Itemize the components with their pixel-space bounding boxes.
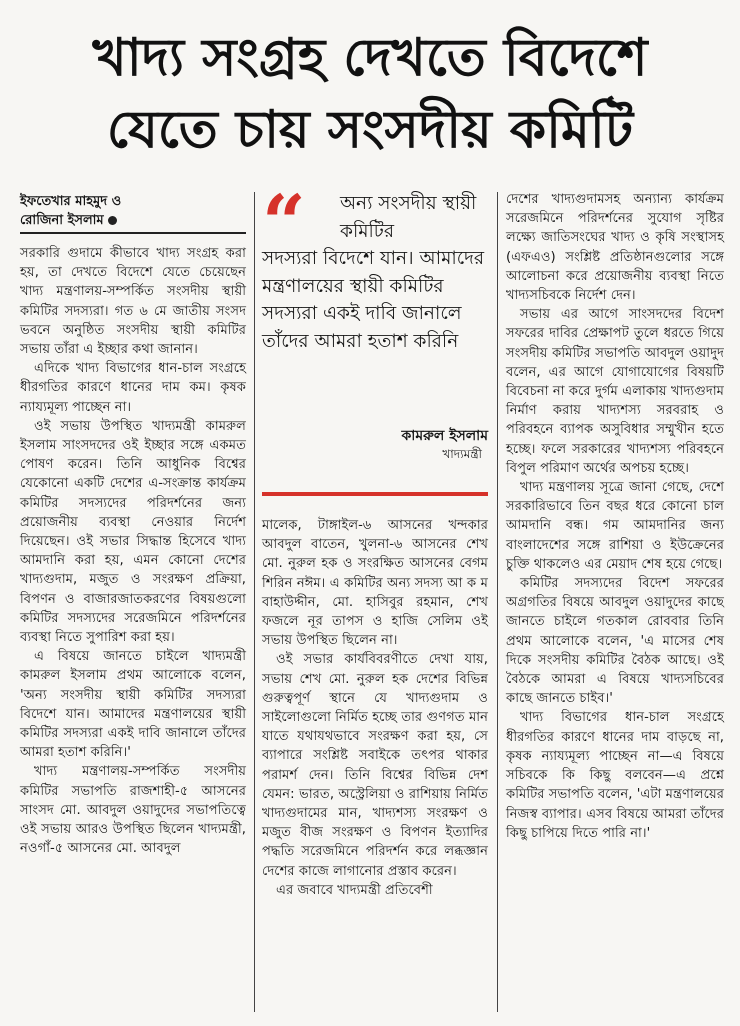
paragraph: কমিটির সদস্যদের বিদেশ সফরের অগ্রগতির বিষয়ে আবদুল ওয়াদুদের কাছে জানতে চাইলে গতকাল রোববার তিনি প্রথম আলোকে বলেন, 'এ মাসের শেষ দিকে সংসদীয় কমিটির বৈঠক আছে। ওই বৈঠকে আমরা এ বিষয়ে খাদ্যসচিবের কাছে জানতে চাইব।' (506, 576, 724, 707)
byline (20, 192, 246, 230)
paragraph: দেশের খাদ্যগুদামসহ অন্যান্য কার্যক্রম সরেজমিনে পরিদর্শনের সুযোগ সৃষ্টির লক্ষ্যে জাতিসংঘের খাদ্য ও কৃষি সংস্থাসহ (এফএও) সংশ্লিষ্ট প্রতিষ্ঠানগুলোর সঙ্গে আলোচনা করে প্রয়োজনীয় ব্যবস্থা নিতে খাদ্যসচিবকে নির্দেশ দেন। (506, 192, 724, 304)
article-column-2 (262, 516, 488, 900)
byline-author-2: রোজিনা ইসলাম (20, 213, 104, 228)
paragraph: খাদ্য মন্ত্রণালয়-সম্পর্কিত সংসদীয় কমিটির সভাপতি রাজশাহী-৫ আসনের সাংসদ মো. আবদুল ওয়াদুদের সভাপতিত্বে ওই সভায় আরও উপস্থিত ছিলেন খাদ্যমন্ত্রী, নওগাঁ-৫ আসনের মো. আবদুল (20, 764, 246, 857)
paragraph: ওই সভায় উপস্থিত খাদ্যমন্ত্রী কামরুল ইসলাম সাংসদদের ওই ইচ্ছার সঙ্গে একমত পোষণ করেন। তিনি আধুনিক বিশ্বের যেকোনো একটি দেশের এ-সংক্রান্ত কার্যক্রম কমিটির সদস্যদের পরিদর্শনের জন্য প্রয়োজনীয় ব্যবস্থা নেওয়ার নির্দেশ দিয়েছেন। ওই সভার সিদ্ধান্ত হিসেবে খাদ্য আমদানি করা হয়, এমন কোনো দেশের খাদ্যগুদাম, মজুত ও সংরক্ষণ প্রক্রিয়া, বিপণন ও বাজারজাতকরণের বিষয়গুলো কমিটির সদস্যদের সরেজমিনে পরিদর্শনের ব্যবস্থা নিতে সুপারিশ করা হয়। (20, 418, 246, 646)
pull-quote-text: সদস্যরা বিদেশে যান। আমাদের মন্ত্রণালয়ের স্থায়ী কমিটির সদস্যরা একই দাবি জানালে তাঁদের আমরা হতাশ করিনি (262, 248, 485, 352)
pull-quote-lead: অন্য সংসদীয় স্থায়ী কমিটির (340, 193, 477, 242)
paragraph: ওই সভার কার্যবিবরণীতে দেখা যায়, সভায় শেখ মো. নুরুল হক দেশের বিভিন্ন গুরুত্বপূর্ণ স্থানে যে খাদ্যগুদাম ও সাইলোগুলো নির্মিত হচ্ছে তার গুণগত মান যাতে যথাযথভাবে সংরক্ষণ করা হয়, সে ব্যাপারে সংশ্লিষ্ট সবাইকে তৎপর থাকার পরামর্শ দেন। তিনি বিশ্বের বিভিন্ন দেশ যেমন: ভারত, অস্ট্রেলিয়া ও রাশিয়ায় নির্মিত খাদ্যগুদামের মান, খাদ্যশস্য সংরক্ষণ ও মজুত বীজ সংরক্ষণ ও বিপণন ইত্যাদির পদ্ধতি সরেজমিনে পরিদর্শন করে লব্ধজ্ঞান দেশের কাজে লাগানোর প্রস্তাব করেন। (262, 652, 488, 879)
article-column-3 (506, 190, 724, 843)
pull-quote-attribution: কামরুল ইসলাম (401, 428, 488, 444)
paragraph: এদিকে খাদ্য বিভাগের ধান-চাল সংগ্রহে ধীরগতির কারণে ধানের দাম কম। কৃষক ন্যায্যমূল্য পাচ্ছেন না। (20, 361, 246, 415)
headline-line-2: যেতে চায় সংসদীয় কমিটি (106, 100, 634, 160)
byline-author-1: ইফতেখার মাহমুদ ও (20, 194, 122, 209)
paragraph: সরকারি গুদামে কীভাবে খাদ্য সংগ্রহ করা হয়, তা দেখতে বিদেশে যেতে চেয়েছেন খাদ্য মন্ত্রণালয়-সম্পর্কিত সংসদীয় স্থায়ী কমিটির সদস্যরা। গত ৬ মে জাতীয় সংসদ ভবনে অনুষ্ঠিত সংসদীয় স্থায়ী কমিটির সভায় তাঁরা এ ইচ্ছার কথা জানান। (20, 246, 246, 358)
paragraph: এ বিষয়ে জানতে চাইলে খাদ্যমন্ত্রী কামরুল ইসলাম প্রথম আলোকে বলেন, 'অন্য সংসদীয় স্থায়ী কমিটির সদস্যরা বিদেশে যান। আমাদের মন্ত্রণালয়ের স্থায়ী কমিটির সদস্যরা একই দাবি জানালে তাঁদের আমরা হতাশ করিনি।' (20, 649, 246, 761)
pull-quote-role: খাদ্যমন্ত্রী (442, 447, 482, 461)
pull-quote-rule (262, 492, 488, 496)
paragraph: খাদ্য মন্ত্রণালয় সূত্রে জানা গেছে, দেশে সরকারিভাবে তিন বছর ধরে কোনো চাল আমদানি বন্ধ। গম আমদানির জন্য বাংলাদেশের সঙ্গে রাশিয়া ও ইউক্রেনের চুক্তি থাকলেও এর মেয়াদ শেষ হয়ে গেছে। (506, 480, 724, 572)
headline-line-1: খাদ্য সংগ্রহ দেখতে বিদেশে (92, 28, 648, 88)
bullet-icon (108, 216, 117, 225)
paragraph: মালেক, টাঙ্গাইল-৬ আসনের খন্দকার আবদুল বাতেন, খুলনা-৬ আসনের শেখ মো. নুরুল হক ও সংরক্ষিত আসনের বেগম শিরিন নঈম। এ কমিটির অন্য সদস্য আ ক ম বাহাউদ্দীন, মো. হাসিবুর রহমান, শেখ ফজলে নূর তাপস ও হাজি সেলিম ওই সভায় উপস্থিত ছিলেন না। (262, 518, 488, 649)
paragraph: এর জবাবে খাদ্যমন্ত্রী প্রতিবেশী (276, 882, 433, 898)
headline (20, 22, 720, 166)
article-column-1 (20, 244, 246, 859)
column-divider (497, 192, 498, 1012)
paragraph: সভায় এর আগে সাংসদদের বিদেশ সফরের দাবির প্রেক্ষাপট তুলে ধরতে গিয়ে সংসদীয় কমিটির সভাপতি আবদুল ওয়াদুদ বলেন, এর আগে যোগাযোগের বিষয়টি বিবেচনা না করে দুর্গম এলাকায় খাদ্যগুদাম নির্মাণ করায় খাদ্যশস্য সরবরাহ ও পরিবহনে ব্যাপক অসুবিধার সম্মুখীন হতে হচ্ছে। ফলে সরকারের খাদ্যশস্য পরিবহনে বিপুল পরিমাণ অর্থের অপচয় হচ্ছে। (506, 307, 724, 476)
quote-mark-icon: “ (262, 178, 306, 267)
column-divider (254, 192, 255, 1012)
byline-divider (20, 232, 246, 234)
paragraph: খাদ্য বিভাগের ধান-চাল সংগ্রহে ধীরগতির কারণে ধানের দাম বাড়ছে না, কৃষক ন্যায্যমূল্য পাচ্ছেন না—এ বিষয়ে সচিবকে কি কিছু বলবেন—এ প্রশ্নে কমিটির সভাপতি বলেন, 'এটা মন্ত্রণালয়ের নিজস্ব ব্যাপার। এসব বিষয়ে আমরা তাঁদের কিছু চাপিয়ে দিতে পারি না।' (506, 710, 724, 841)
